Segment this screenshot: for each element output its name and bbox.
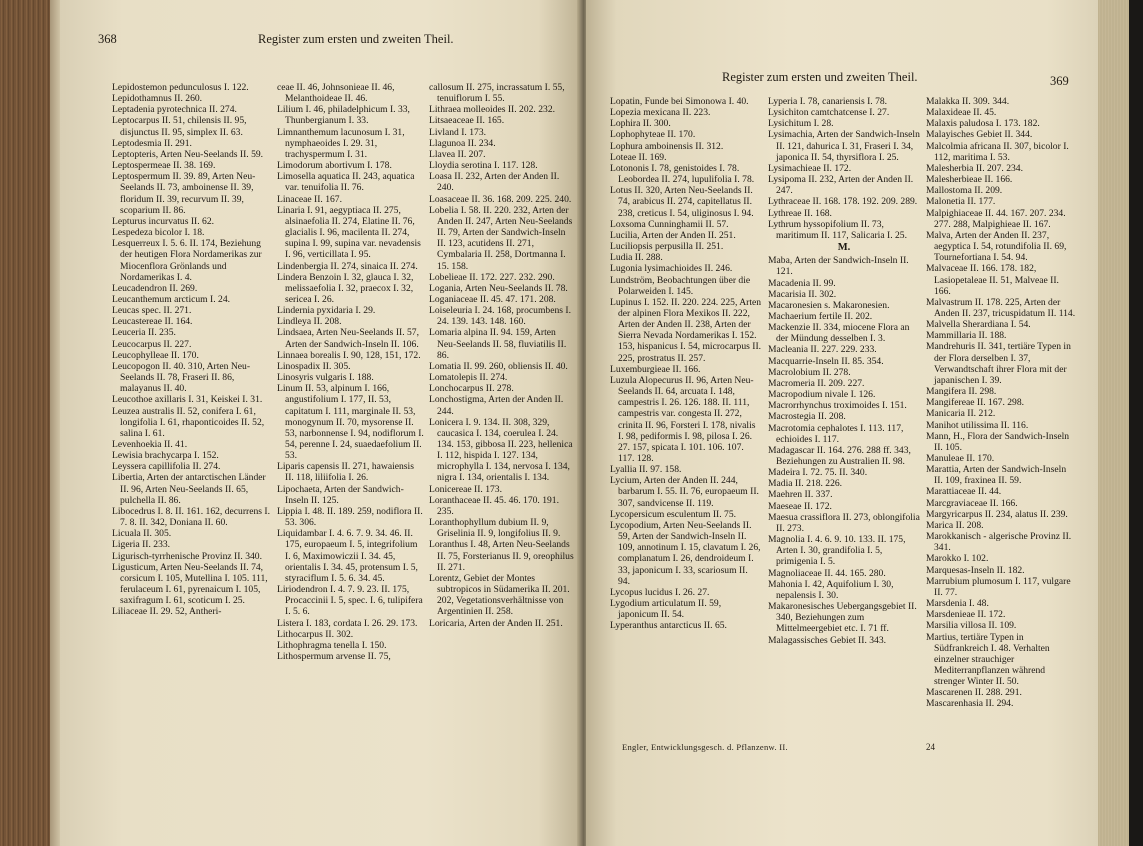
index-entry: Manuleae II. 170. <box>926 453 995 464</box>
index-entry: Leptocarpus II. 51, chilensis II. 95, disjunctus II. 95, simplex II. 63. <box>112 115 247 138</box>
index-entry: Loranthophyllum dubium II. 9, Griselinia II. 9, longifolius II. 9. <box>429 517 561 540</box>
index-entry: Leuceria II. 235. <box>112 327 176 339</box>
index-entry: Limnanthemum lacunosum I. 31, nymphaeoides I. 29. 31, trachyspermum I. 31. <box>277 126 405 160</box>
index-entry: Macrolobium II. 278. <box>768 366 851 378</box>
index-entry: Macrotomia cephalotes I. 113. 117, echioides I. 117. <box>768 422 904 445</box>
index-entry: Mangifereae II. 167. 298. <box>926 397 1025 409</box>
index-entry: Macromeria II. 209. 227. <box>768 377 865 389</box>
index-entry: Malva, Arten der Anden II. 237, aegyptica I. 54, rotundifolia II. 69, Tournefortiana I. 54. 94. <box>926 229 1067 264</box>
index-entry: Macaronesien s. Makaronesien. <box>768 299 890 311</box>
index-entry: Lesquerreux I. 5. 6. II. 174, Beziehung der heutigen Flora Nordamerikas zur Miocenflora Grönlands und Nordamerikas I. 4. <box>112 238 262 283</box>
index-entry: Ludia II. 288. <box>610 252 663 264</box>
index-entry: Leucanthemum arcticum I. 24. <box>112 293 231 305</box>
index-entry: Linum II. 53, alpinum I. 166, angustifolium I. 177, II. 53, capitatum I. 111, marginale II. 53, monogynum II. 70, mysorense II. 53, narbonnense I. 94, nodiflorum I. 54, perenne I. 24, suaedaefolium II. 53. <box>277 383 424 462</box>
index-entry: Loganiaceae II. 45. 47. 171. 208. <box>429 293 556 305</box>
index-entry: Lithophragma tenella I. 150. <box>277 639 387 651</box>
index-entry: Lysimachia, Arten der Sandwich-Inseln II. 121, dahurica I. 31, Fraseri I. 34, japonica II. 54, thyrsiflora I. 25. <box>768 129 920 163</box>
index-entry: Marattia, Arten der Sandwich-Inseln II. 109, fraxinea II. 59. <box>926 464 1067 487</box>
index-entry: Lophura amboinensis II. 312. <box>610 140 724 152</box>
index-entry: Marrubium plumosum I. 117, vulgare II. 77. <box>926 575 1071 598</box>
index-entry: Lythreae II. 168. <box>768 207 832 219</box>
index-entry: Lonchocarpus II. 278. <box>429 383 514 395</box>
index-entry: Leucothoe axillaris I. 31, Keiskei I. 31. <box>112 394 263 406</box>
index-entry: Leucocarpus II. 227. <box>112 338 192 350</box>
index-entry: Malvaceae II. 166. 178. 182, Lasiopetaleae II. 51, Malveae II. 166. <box>926 263 1059 297</box>
index-entry: Lepidothamnus II. 260. <box>112 93 203 105</box>
index-entry: Loiseleuria I. 24. 168, procumbens I. 24. 139. 143. 148. 160. <box>429 305 572 328</box>
index-entry: Lophira II. 300. <box>610 118 671 130</box>
index-entry: Malaxideae II. 45. <box>926 107 997 119</box>
index-entry: Leptadenia pyrotechnica II. 274. <box>112 104 237 116</box>
index-entry: Mandrehuris II. 341, tertiäre Typen in der Flora derselben I. 37, Verwandtschaft ihrer Flora mit der japanischen I. 39. <box>926 341 1071 386</box>
index-entry: Listera I. 183, cordata I. 26. 29. 173. <box>277 617 418 629</box>
index-entry: Loasa II. 232, Arten der Anden II. 240. <box>429 171 560 194</box>
index-entry: Malonetia II. 177. <box>926 196 996 208</box>
page-footer: Engler, Entwicklungsgesch. d. Pflanzenw. II. <box>622 742 788 752</box>
index-entry: Leptospermum II. 39. 89, Arten Neu-Seelands II. 73, amboinense II. 39, floridum II. 39, recurvum II. 39, scoparium II. 86. <box>112 171 256 216</box>
index-entry: Madeira I. 72. 75. II. 340. <box>768 467 868 479</box>
index-entry: Libocedrus I. 8. II. 161. 162, decurrens I. 7. 8. II. 342, Doniana II. 60. <box>112 505 270 529</box>
index-entry: Lycopodium, Arten Neu-Seelands II. 59, Arten der Sandwich-Inseln II. 109, annotinum I. 15, clavatum I. 26, complanatum I. 26, dendroideum I. 33, japonicum I. 33, scariosum II. 94. <box>610 519 761 587</box>
index-entry: Mahonia I. 42, Aquifolium I. 30, nepalensis I. 30. <box>768 578 894 601</box>
signature-mark: 24 <box>926 742 935 752</box>
index-entry: Lepidostemon pedunculosus I. 122. <box>112 82 249 93</box>
index-entry: Marica II. 208. <box>926 519 984 531</box>
book-fore-edge-left <box>0 0 60 846</box>
right-column-3 <box>926 96 1076 710</box>
index-entry: Linaceae II. 167. <box>277 193 342 205</box>
index-entry: Lithospermum arvense II. 75, <box>277 650 391 662</box>
index-entry: Lophophyteae II. 170. <box>610 129 696 141</box>
index-entry: Leuzea australis II. 52, conifera I. 61, longifolia I. 61, rhaponticoides II. 52, salina I. 61. <box>112 405 265 439</box>
right-column-2 <box>768 96 920 646</box>
index-entry: Libertia, Arten der antarctischen Länder II. 96, Arten Neu-Seelands II. 65, pulchella II. 86. <box>112 472 266 506</box>
index-entry: Marattiaceae II. 44. <box>926 486 1002 498</box>
index-entry: Lespedeza bicolor I. 18. <box>112 227 205 239</box>
index-entry: Lepturus incurvatus II. 62. <box>112 215 215 227</box>
index-entry: Macadenia II. 99. <box>768 277 836 289</box>
right-running-head: Register zum ersten und zweiten Theil. <box>722 70 918 84</box>
index-entry: Lithocarpus II. 302. <box>277 628 354 640</box>
index-entry: Maba, Arten der Sandwich-Inseln II. 121. <box>768 255 909 278</box>
index-entry: callosum II. 275, incrassatum I. 55, tenuiflorum I. 55. <box>429 82 565 105</box>
index-entry: Lupinus I. 152. II. 220. 224. 225, Arten der alpinen Flora Mexikos II. 222, Arten der Anden II. 238, Arten der Sierra Nevada Nordamerikas I. 152. 153, hispanicus I. 54, microcarpus II. 225, prostratus II. 257. <box>610 296 762 364</box>
index-entry: Lyperanthus antarcticus II. 65. <box>610 620 727 632</box>
index-entry: Loranthaceae II. 45. 46. 170. 191. 235. <box>429 494 560 517</box>
index-entry: Luxemburgieae II. 166. <box>610 363 701 375</box>
index-entry: Malesherbieae II. 166. <box>926 174 1013 186</box>
index-entry: Marsilia villosa II. 109. <box>926 620 1017 632</box>
index-entry: Loxsoma Cunninghamii II. 57. <box>610 218 729 230</box>
index-entry: Lotononis I. 78, genistoides I. 78. Leobordea II. 274, lupulifolia I. 78. <box>610 162 755 186</box>
index-entry: Ligurisch-tyrrhenische Provinz II. 340. <box>112 550 262 562</box>
index-entry: Liquidambar I. 4. 6. 7. 9. 34. 46. II. 175, europaeum I. 5, integrifolium I. 6, Maximowiczii I. 34. 45, orientalis I. 34. 45, protensum I. 5, styraciflum I. 5. 6. 34. 45. <box>277 528 418 584</box>
index-entry: Logania, Arten Neu-Seelands II. 78. <box>429 282 568 294</box>
index-entry: Malvella Sherardiana I. 54. <box>926 319 1031 331</box>
index-entry: Macarisia II. 302. <box>768 288 837 300</box>
index-entry: Lyallia II. 97. 158. <box>610 464 682 476</box>
index-entry: Magnoliaceae II. 44. 165. 280. <box>768 567 886 579</box>
left-column-2 <box>277 82 425 662</box>
index-entry: Manicaria II. 212. <box>926 408 996 420</box>
index-entry: Limosella aquatica II. 243, aquatica var. tenuifolia II. 76. <box>277 171 415 194</box>
index-entry: Litsaeaceae II. 165. <box>429 115 505 127</box>
index-entry: Madagascar II. 164. 276. 288 ff. 343, Beziehungen zu Australien II. 98. <box>768 444 911 467</box>
index-entry: Lorentz, Gebiet der Montes subtropicos in Südamerika II. 201. 202, Vegetationsverhältnisse von Argentinien II. 258. <box>429 572 570 618</box>
index-entry: Linnaea borealis I. 90, 128, 151, 172. <box>277 349 421 361</box>
index-entry: Malcolmia africana II. 307, bicolor I. 112, maritima I. 53. <box>926 140 1069 163</box>
index-entry: Magnolia I. 4. 6. 9. 10. 133. II. 175, Arten I. 30, grandifolia I. 5, primigenia I. 5. <box>768 534 906 568</box>
index-entry: Lythraceae II. 168. 178. 192. 209. 289. <box>768 196 918 208</box>
index-entry: Lippia I. 48. II. 189. 259, nodiflora II. 53. 306. <box>277 505 423 529</box>
index-entry: Mangifera II. 298. <box>926 386 997 398</box>
index-entry: Lotus II. 320, Arten Neu-Seelands II. 74, arabicus II. 274, capitellatus II. 238, creticus I. 54, uliginosus I. 94. <box>610 185 754 219</box>
index-entry: Linospadix II. 305. <box>277 360 351 372</box>
index-entry: Marcgraviaceae II. 166. <box>926 497 1018 509</box>
index-entry: Makaronesisches Uebergangsgebiet II. 340, Beziehungen zum Mittelmeergebiet etc. I. 71 ff. <box>768 601 917 635</box>
index-entry: Lycium, Arten der Anden II. 244, barbarum I. 55. II. 76, europaeum II. 307, sandvicense II. 119. <box>610 475 759 509</box>
index-entry: Loranthus I. 48, Arten Neu-Seelands II. 75, Forsterianus II. 9, oreophilus II. 271. <box>429 539 574 573</box>
index-entry: Lindenbergia II. 274, sinaica II. 274. <box>277 260 418 272</box>
index-entry: Lomatia II. 99. 260, obliensis II. 40. <box>429 360 568 372</box>
index-entry: Llavea II. 207. <box>429 148 486 160</box>
index-entry: Marsdenia I. 48. <box>926 598 989 610</box>
index-entry: Mascarenen II. 288. 291. <box>926 687 1022 699</box>
right-page <box>586 0 1098 846</box>
index-entry: Mallostoma II. 209. <box>926 185 1003 197</box>
index-entry: Lysimachieae II. 172. <box>768 162 852 174</box>
index-entry: Malpighiaceae II. 44. 167. 207. 234. 277. 288, Malpighieae II. 167. <box>926 207 1066 230</box>
index-entry: Maesua crassiflora II. 273, oblongifolia II. 273. <box>768 511 920 534</box>
index-entry: Lycopus lucidus I. 26. 27. <box>610 586 710 598</box>
index-entry: Lyperia I. 78, canariensis I. 78. <box>768 96 888 107</box>
index-entry: Macropodium nivale I. 126. <box>768 389 876 401</box>
index-entry: Leptodesmia II. 291. <box>112 137 192 149</box>
index-entry: Malaxis paludosa I. 173. 182. <box>926 118 1040 130</box>
index-entry: Loteae II. 169. <box>610 151 667 163</box>
index-entry: Marokkanisch - algerische Provinz II. 341. <box>926 531 1072 554</box>
index-entry: Licuala II. 305. <box>112 528 172 540</box>
index-entry: Leyssera capillifolia II. 274. <box>112 461 221 473</box>
index-entry: Mascarenhasia II. 294. <box>926 698 1014 710</box>
index-entry: Levenhoekia II. 41. <box>112 439 188 450</box>
index-entry: Lysichiton camtchatcense I. 27. <box>768 107 890 119</box>
index-entry: Leucas spec. II. 271. <box>112 305 192 317</box>
index-entry: Lobelieae II. 172. 227. 232. 290. <box>429 271 555 283</box>
index-entry: Marsdenieae II. 172. <box>926 609 1006 621</box>
index-entry: Maehren II. 337. <box>768 489 833 501</box>
index-entry: Llagunoa II. 234. <box>429 137 496 149</box>
index-entry: Lonicera I. 9. 134. II. 308, 329, caucasica I. 134, coerulea I. 24. 134. 153, gibbosa II. 223, hellenica I. 112, hispida I. 127. 134, microphylla I. 134, nervosa I. 134, nigra I. 134, orientalis I. 134. <box>429 416 573 484</box>
index-entry: Lomaria alpina II. 94. 159, Arten Neu-Seelands II. 58, fluviatilis II. 86. <box>429 327 567 361</box>
index-entry: Liliaceae II. 29. 52, Antheri- <box>112 606 222 618</box>
index-entry: Leucastereae II. 164. <box>112 316 193 328</box>
index-entry: Malayisches Gebiet II. 344. <box>926 129 1033 141</box>
index-entry: Lucilia, Arten der Anden II. 251. <box>610 229 736 241</box>
index-entry: Macrostegia II. 208. <box>768 411 846 423</box>
index-entry: Macquarrie-Inseln II. 85. 354. <box>768 355 884 367</box>
index-entry: Lindleya II. 208. <box>277 316 342 328</box>
index-entry: Lythrum hyssopifolium II. 73, maritimum II. 117, Salicaria I. 25. <box>768 218 907 241</box>
left-page <box>60 0 580 846</box>
index-entry: Linaria I. 91, aegyptiaca II. 275, alsinaefolia II. 274, Elatine II. 76, glacialis I. 96, macilenta II. 274, supina I. 99, supina var. nevadensis I. 96, verticillata I. 95. <box>277 204 421 261</box>
book-fore-edge-right <box>1098 0 1143 846</box>
index-entry: Luzula Alopecurus II. 96, Arten Neu-Seelands II. 64, arcuata I. 148, campestris I. 26. 126. 188. II. 111, campestris var. congesta II. 272, crinita II. 96, Forsteri I. 178, nivalis I. 98, pediformis I. 98, pilosa I. 26. 27. 157, spicata I. 101. 106. 107. 117. 128. <box>610 374 756 464</box>
right-page-number: 369 <box>1050 74 1069 88</box>
index-entry: Lomatolepis II. 274. <box>429 372 508 384</box>
index-entry: Malesherbia II. 207. 234. <box>926 162 1023 174</box>
index-entry: Lipochaeta, Arten der Sandwich-Inseln II. 125. <box>277 483 404 506</box>
index-entry: Lundström, Beobachtungen über die Polarweiden I. 145. <box>610 274 751 297</box>
section-letter: M. <box>837 242 851 254</box>
index-entry: Mackenzie II. 334, miocene Flora an der Mündung desselben I. 3. <box>768 322 910 345</box>
index-entry: Lindernia pyxidaria I. 29. <box>277 305 376 317</box>
index-entry: Mann, H., Flora der Sandwich-Inseln II. 105. <box>926 430 1070 453</box>
index-entry: Lonicereae II. 173. <box>429 483 502 495</box>
left-running-head: Register zum ersten und zweiten Theil. <box>258 32 454 46</box>
index-entry: Limodorum abortivum I. 178. <box>277 160 392 172</box>
left-page-number: 368 <box>98 32 117 46</box>
index-entry: Lopatin, Funde bei Simonowa I. 40. <box>610 96 749 107</box>
index-entry: Lygodium articulatum II. 59, japonicum II. 54. <box>610 598 722 621</box>
index-entry: Lugonia lysimachioides II. 246. <box>610 263 733 275</box>
index-entry: Lewisia brachycarpa I. 152. <box>112 450 219 462</box>
index-entry: Malagassisches Gebiet II. 343. <box>768 634 887 646</box>
index-entry: Lilium I. 46, philadelphicum I. 33, Thunbergianum I. 33. <box>277 104 410 127</box>
index-entry: Lysipoma II. 232, Arten der Anden II. 247. <box>768 174 914 197</box>
index-entry: Loricaria, Arten der Anden II. 251. <box>429 617 563 629</box>
index-entry: Lobelia I. 58. II. 220. 232, Arten der Anden II. 247, Arten Neu-Seelands II. 79, Arten der Sandwich-Inseln II. 123, acutidens II. 271, Cymbalaria II. 258, Dortmanna I. 15. 158. <box>429 204 573 272</box>
index-entry: Macleania II. 227. 229. 233. <box>768 344 877 356</box>
index-entry: Lindsaea, Arten Neu-Seelands II. 57, Arten der Sandwich-Inseln II. 106. <box>277 327 419 350</box>
index-entry: Lloydia serotina I. 117. 128. <box>429 160 538 172</box>
index-entry: Machaerium fertile II. 202. <box>768 310 873 322</box>
left-column-3 <box>429 82 575 629</box>
index-entry: Lysichitum I. 28. <box>768 118 834 130</box>
index-entry: Malakka II. 309. 344. <box>926 96 1010 107</box>
index-entry: Leptospermeae II. 38. 169. <box>112 160 216 172</box>
index-entry: Ligusticum, Arten Neu-Seelands II. 74, corsicum I. 105, Mutellina I. 105. 111, ferulaceum I. 61, pyrenaicum I. 105, saxifragum I. 61, scoticum I. 25. <box>112 561 268 607</box>
index-entry: Lithraea molleoides II. 202. 232. <box>429 104 556 116</box>
index-entry: Leucadendron II. 269. <box>112 282 198 294</box>
index-entry: Loasaceae II. 36. 168. 209. 225. 240. <box>429 193 572 205</box>
index-entry: Lonchostigma, Arten der Anden II. 244. <box>429 394 564 417</box>
index-entry: Maeseae II. 172. <box>768 500 832 512</box>
index-entry: Leptopteris, Arten Neu-Seelands II. 59. <box>112 148 264 160</box>
left-column-1 <box>112 82 272 618</box>
index-entry: Linosyris vulgaris I. 188. <box>277 372 374 384</box>
index-entry: Martius, tertiäre Typen in Südfrankreich I. 48. Verhalten einzelner strauchiger Mediterranpflanzen während strenger Winter II. 50. <box>926 631 1050 688</box>
index-entry: ceae II. 46, Johnsonieae II. 46, Melanthoideae II. 46. <box>277 82 395 105</box>
index-entry: Leucopogon II. 40. 310, Arten Neu-Seelands II. 78, Fraseri II. 86, malayanus II. 40. <box>112 360 251 395</box>
index-entry: Manihot utilissima II. 116. <box>926 419 1029 431</box>
index-entry: Lopezia mexicana II. 223. <box>610 107 711 119</box>
index-entry: Malvastrum II. 178. 225, Arten der Anden II. 237, tricuspidatum II. 114. <box>926 296 1076 319</box>
index-entry: Marokko I. 102. <box>926 553 989 565</box>
index-entry: Madia II. 218. 226. <box>768 478 843 490</box>
index-entry: Mammillaria II. 188. <box>926 330 1007 342</box>
index-entry: Macrorrhynchus troximoides I. 151. <box>768 400 907 412</box>
index-entry: Ligeria II. 233. <box>112 539 171 551</box>
index-entry: Luciliopsis perpusilla II. 251. <box>610 241 724 253</box>
index-entry: Liriodendron I. 4. 7. 9. 23. II. 175, Procaccinii I. 5, spec. I. 6, tulipifera I. 5. 6. <box>277 584 423 618</box>
index-entry: Livland I. 173. <box>429 126 487 138</box>
index-entry: Liparis capensis II. 271, hawaiensis II. 118, liliifolia I. 26. <box>277 461 414 484</box>
index-entry: Margyricarpus II. 234, alatus II. 239. <box>926 508 1068 520</box>
right-column-1 <box>610 96 762 632</box>
index-entry: Marquesas-Inseln II. 182. <box>926 564 1025 576</box>
index-entry: Lindera Benzoin I. 32, glauca I. 32, melissaefolia I. 32, praecox I. 32, sericea I. 26. <box>277 271 414 305</box>
index-entry: Leucophylleae II. 170. <box>112 349 199 361</box>
index-entry: Lycopersicum esculentum II. 75. <box>610 508 737 520</box>
